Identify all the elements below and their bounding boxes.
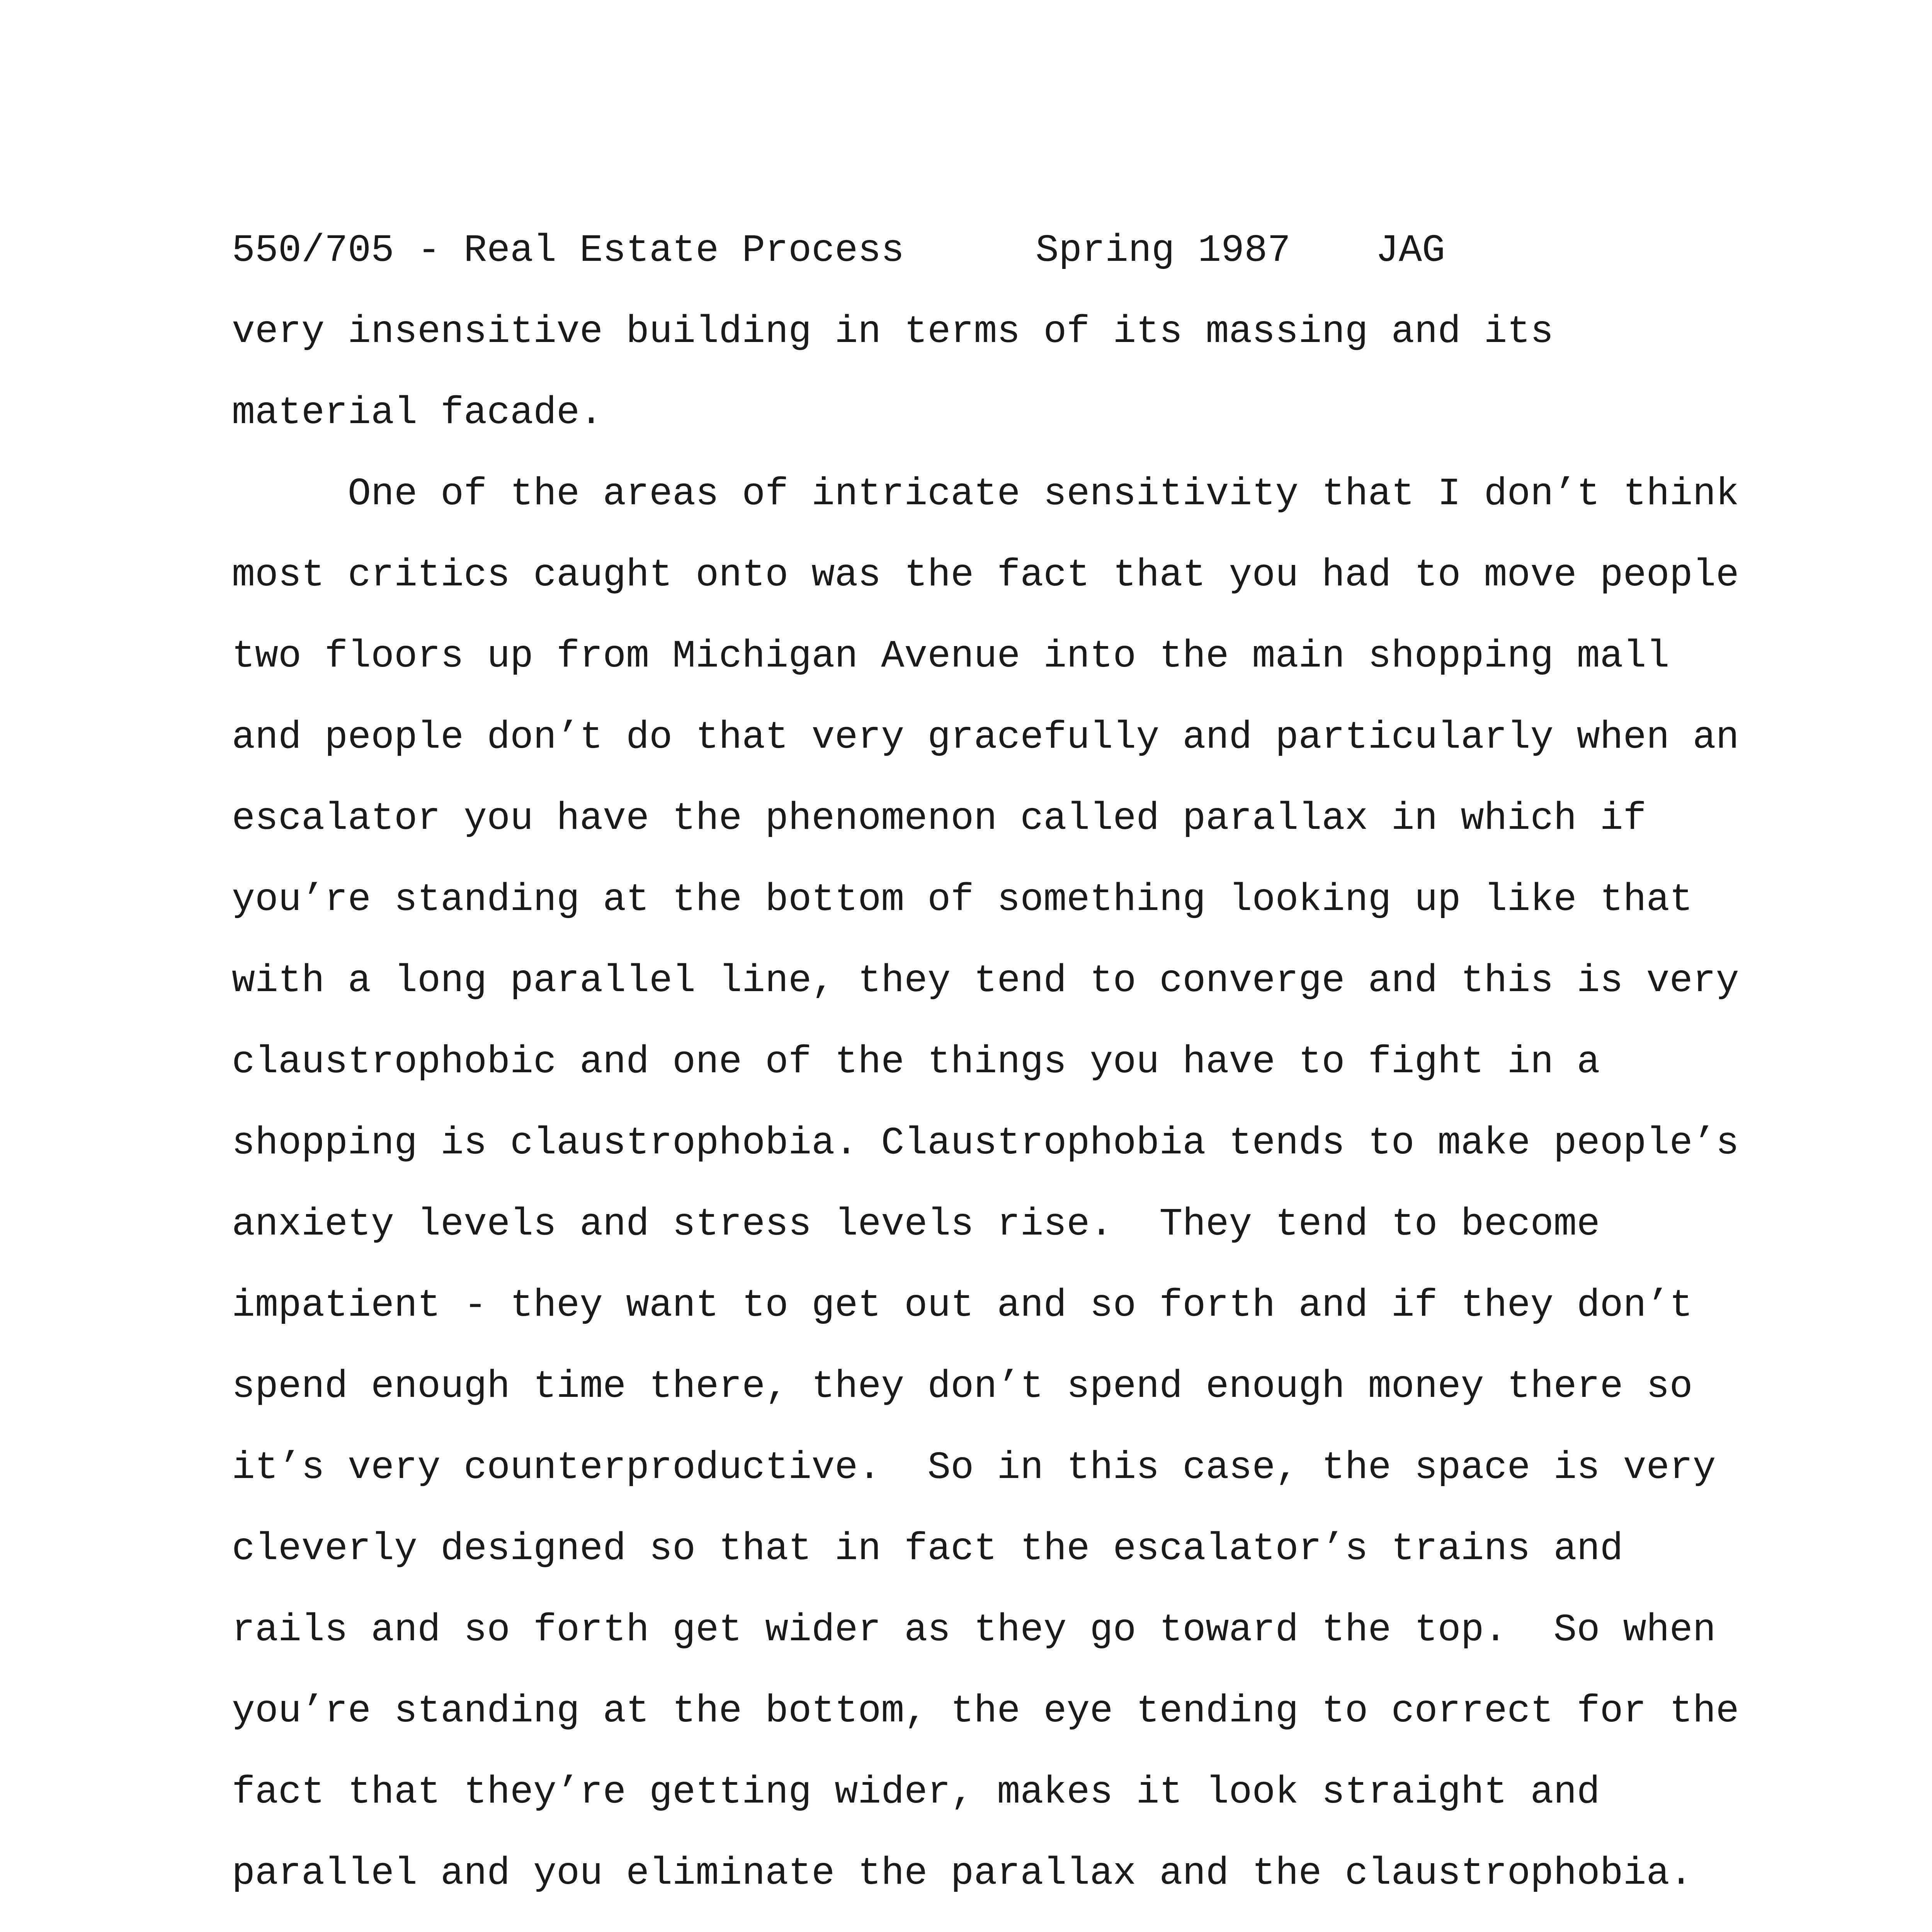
text-line: it’s very counterproductive. So in this case, the space is very (232, 1446, 1716, 1490)
text-line: very insensitive building in terms of its massing and its (232, 310, 1554, 354)
text-line: material facade. (232, 391, 603, 435)
text-line: anxiety levels and stress levels rise. They tend to become (232, 1203, 1600, 1247)
text-line: fact that they’re getting wider, makes it look straight and (232, 1771, 1600, 1815)
text-line: impatient - they want to get out and so forth and if they don’t (232, 1284, 1693, 1328)
header-term: Spring 1987 (1036, 229, 1291, 273)
text-line: shopping is claustrophobia. Claustrophobia tends to make people’s (232, 1122, 1739, 1165)
text-line: with a long parallel line, they tend to converge and this is very (232, 959, 1739, 1003)
text-line: you’re standing at the bottom, the eye tending to correct for the (232, 1690, 1739, 1733)
text-line: spend enough time there, they don’t spend enough money there so (232, 1365, 1693, 1409)
text-line: escalator you have the phenomenon called parallax in which if (232, 797, 1646, 841)
header-course: 550/705 - Real Estate Process (232, 229, 905, 273)
text-line: and people don’t do that very gracefully and particularly when an (232, 716, 1739, 760)
text-line: claustrophobic and one of the things you have to fight in a (232, 1041, 1600, 1084)
text-line: rails and so forth get wider as they go toward the top. So when (232, 1609, 1716, 1652)
text-line: cleverly designed so that in fact the escalator’s trains and (232, 1527, 1623, 1571)
header-initials: JAG (1376, 229, 1446, 273)
text-line: most critics caught onto was the fact that you had to move people (232, 554, 1739, 597)
text-line: you’re standing at the bottom of something looking up like that (232, 878, 1693, 922)
text-line: parallel and you eliminate the parallax and the claustrophobia. (232, 1852, 1693, 1896)
text-line: two floors up from Michigan Avenue into the main shopping mall (232, 635, 1670, 679)
text-line: One of the areas of intricate sensitivity that I don’t think (232, 473, 1739, 516)
